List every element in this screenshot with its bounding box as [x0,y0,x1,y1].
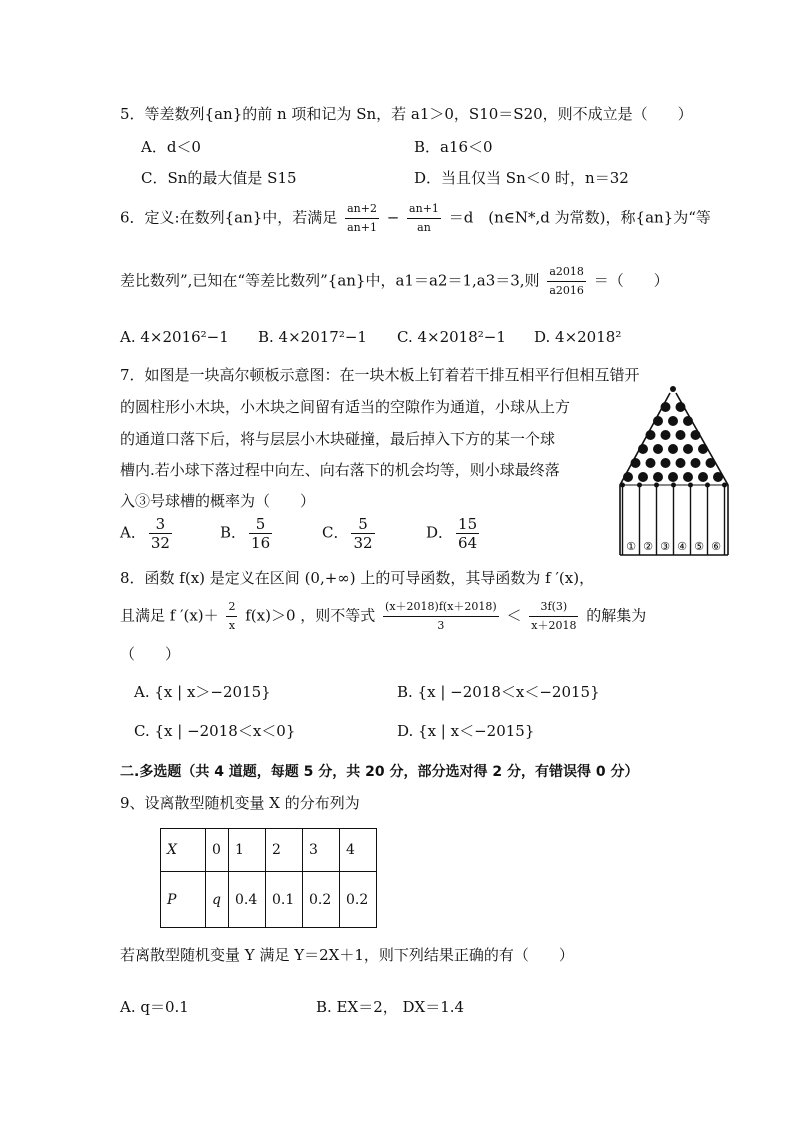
table-row [161,872,377,928]
peg [631,458,641,468]
q9-condition: 若离散型随机变量 Y 满足 Y＝2X＋1，则下列结果正确的有（ ） [120,946,574,964]
q6-option-d: D. 4×2018² [534,328,622,346]
peg [653,472,663,482]
q7-line2: 的圆柱形小木块，小木块之间留有适当的空隙作为通道，小球从上方 [120,398,571,416]
slot-peg [705,483,710,488]
q6-intro: 6．定义:在数列{an}中，若满足 [120,208,338,227]
peg [661,402,671,412]
q5-stem: 5．等差数列{an}的前 n 项和记为 Sn，若 a1＞0，S10＝S20，则不成立是（ ） [120,105,693,123]
q7-option-b: B． $\frac{5}{16}$ [220,515,271,552]
slot-peg [637,483,642,488]
ball-icon [670,386,676,392]
peg [638,472,648,482]
peg [653,444,663,454]
peg [706,458,716,468]
slot-peg [671,483,676,488]
q6-option-a: A. 4×2016²−1 [120,328,229,346]
peg [638,444,648,454]
peg [646,458,656,468]
galton-pegs [623,402,723,482]
table-cell: 0.2 [303,872,340,928]
section-2-heading: 二.多选题（共 4 道题，每题 5 分，共 20 分，部分选对得 2 分，有错误得 0 分） [120,764,639,780]
peg [661,430,671,440]
slot-peg [654,483,659,488]
q7-option-a: A． $\frac{3}{32}$ [120,515,170,552]
q6-option-b: B. 4×2017²−1 [258,328,367,346]
q8-option-b: B. {x | −2018＜x＜−2015} [397,683,600,701]
q6-fraction-2: $\frac{an+1}{an}$ [409,202,439,234]
peg [668,444,678,454]
q7-line5: 入③号球槽的概率为（ ） [120,492,316,510]
q8-paren: （ ） [120,645,181,663]
table-cell: X [161,829,206,872]
peg [668,416,678,426]
peg [713,472,723,482]
q5-option-d: D．当且仅当 Sn＜0 时，n＝32 [414,169,629,187]
q7-line1: 7．如图是一块高尔顿板示意图：在一块木板上钉着若干排互相平行但相互错开 [120,366,640,384]
table-cell: 1 [229,829,266,872]
table-cell: 2 [266,829,303,872]
peg [683,416,693,426]
slot-3-label: ③ [660,540,670,553]
table-cell: q [206,872,229,928]
q9-option-a: A. q＝0.1 [120,998,189,1016]
peg [661,458,671,468]
peg [623,472,633,482]
slot-6-label: ⑥ [711,540,721,553]
table-cell: 0 [206,829,229,872]
slot-4-label: ④ [677,540,687,553]
peg [676,430,686,440]
peg [676,402,686,412]
q8-fraction-2-over-x: $\frac{2}{x}$ [228,600,236,632]
q9-distribution-table [160,828,377,928]
q8-option-d: D. {x | x＜−2015} [397,722,535,740]
q6-line2-text: 差比数列”,已知在“等差比数列”{an}中，a1＝a2＝1,a3＝3,则 [120,271,540,290]
q6-fraction-3: $\frac{a2018}{a2016}$ [549,265,584,297]
q6-line1: 6．定义:在数列{an}中，若满足 $\frac{an+2}{an+1}$ − $\frac{an+1}{an}$ ＝d (n∈N*,d 为常数)，称{an}为“等 [120,200,711,237]
q8-option-a: A. {x | x＞−2015} [134,683,271,701]
slot-peg [620,483,625,488]
q7-line4: 槽内.若小球下落过程中向左、向右落下的机会均等，则小球最终落 [120,461,560,479]
table-cell: 0.2 [340,872,377,928]
q6-condition: ＝d (n∈N*,d 为常数)，称{an}为“等 [448,208,711,227]
peg [691,458,701,468]
table-cell: 3 [303,829,340,872]
peg [653,416,663,426]
q6-line2-end: ＝（ ） [593,271,669,290]
slot-peg [688,483,693,488]
q8-fraction-right: $\frac{3f(3)}{x+2018}$ [531,600,577,632]
q9-option-b: B. EX＝2， DX＝1.4 [316,998,465,1016]
peg [646,430,656,440]
q6-fraction-1: $\frac{an+2}{an+1}$ [347,202,377,234]
q5-option-b: B．a16＜0 [414,138,493,156]
q8-line1: 8．函数 f(x) 是定义在区间 (0,+∞) 上的可导函数，其导函数为 f ′(x)， [120,569,595,587]
slot-5-label: ⑤ [694,540,704,553]
q6-line2 [120,263,669,300]
slot-1-label: ① [626,540,636,553]
peg [668,472,678,482]
q5-option-c: C．Sn的最大值是 S15 [141,169,297,187]
table-row [161,829,377,872]
peg [676,458,686,468]
q6-option-c: C. 4×2018²−1 [397,328,506,346]
q7-option-c: C． $\frac{5}{32}$ [322,515,373,552]
table-cell: P [161,872,206,928]
q8-fraction-left: $\frac{(x+2018)f(x+2018)}{3}$ [385,600,497,632]
q9-stem: 9、设离散型随机变量 X 的分布列为 [120,794,360,812]
peg [691,430,701,440]
table-cell: 0.1 [266,872,303,928]
q8-line2: 且满足 f ′(x)＋ $\frac{2}{x}$ f(x)＞0 ，则不等式 $\frac{(x+2018)f(x+2018)}{3}$ ＜ $\frac{3f(3)}{x+2018}$ 的解集为 [120,598,646,635]
table-cell: 4 [340,829,377,872]
slot-2-label: ② [643,540,653,553]
peg [683,444,693,454]
q8-option-c: C. {x | −2018＜x＜0} [134,722,296,740]
q7-option-d: D． $\frac{15}{64}$ [426,515,478,552]
peg [683,472,693,482]
slot-peg [722,483,727,488]
q7-line3: 的通道口落下后，将与层层小木块碰撞，最后掉入下方的某一个球 [120,430,556,448]
galton-board-figure [612,385,736,557]
peg [698,472,708,482]
table-cell: 0.4 [229,872,266,928]
q5-option-a: A．d＜0 [141,138,201,156]
peg [698,444,708,454]
